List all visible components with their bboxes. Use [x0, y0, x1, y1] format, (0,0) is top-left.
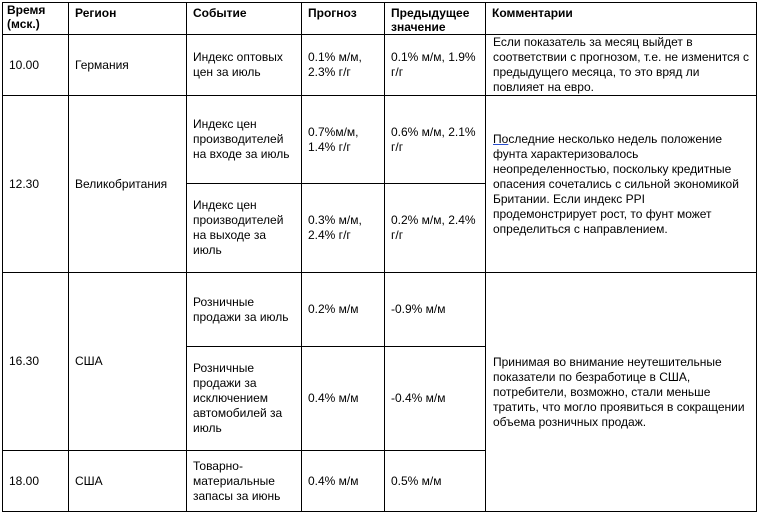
- spellcheck-underline: По: [493, 131, 509, 146]
- previous-cell: 0.1% м/м, 1.9% г/г: [385, 35, 486, 96]
- region-cell: США: [69, 273, 187, 451]
- header-time: Время (мск.): [3, 3, 69, 35]
- forecast-cell: 0.4% м/м: [302, 347, 385, 451]
- header-comments: Комментарии: [486, 3, 757, 35]
- comment-cell: Принимая во внимание неутешительные показатели по безработице в США, потребители, возможно, стали меньше тратить, что могло проявиться в сокращении объема розничных продаж.: [486, 273, 757, 512]
- region-cell: США: [69, 451, 187, 512]
- time-cell: 12.30: [3, 96, 69, 273]
- event-cell: Товарно-материальные запасы за июнь: [187, 451, 302, 512]
- header-previous: Предыдущее значение: [385, 3, 486, 35]
- comment-cell: [486, 96, 757, 273]
- previous-cell: 0.2% м/м, 2.4% г/г: [385, 184, 486, 273]
- time-cell: 16.30: [3, 273, 69, 451]
- forecast-cell: 0.2% м/м: [302, 273, 385, 347]
- forecast-cell: 0.3% м/м, 2.4% г/г: [302, 184, 385, 273]
- forecast-cell: 0.4% м/м: [302, 451, 385, 512]
- region-cell: Великобритания: [69, 96, 187, 273]
- previous-cell: -0.4% м/м: [385, 347, 486, 451]
- table-row: [3, 273, 757, 347]
- event-cell: Розничные продажи за июль: [187, 273, 302, 347]
- time-cell: 18.00: [3, 451, 69, 512]
- event-cell: Розничные продажи за исключением автомобилей за июль: [187, 347, 302, 451]
- previous-cell: -0.9% м/м: [385, 273, 486, 347]
- header-row: [3, 3, 757, 35]
- event-cell: Индекс цен производителей на входе за июль: [187, 96, 302, 184]
- event-cell: Индекс цен производителей на выходе за июль: [187, 184, 302, 273]
- forecast-cell: 0.7%м/м, 1.4% г/г: [302, 96, 385, 184]
- economic-calendar-table: [2, 2, 757, 512]
- comment-cell: Если показатель за месяц выйдет в соответствии с прогнозом, т.е. не изменится с предыдущего месяца, то это вряд ли повлияет на евро.: [486, 35, 757, 96]
- comment-text: следние несколько недель положение фунта характеризовалось неопределенностью, поскольку кредитные опасения сочетались с сильной экономикой Британии. Если индекс PPI продемонстрирует рост, то фунт может определиться с направлением.: [493, 131, 739, 236]
- table-row: [3, 35, 757, 96]
- event-cell: Индекс оптовых цен за июль: [187, 35, 302, 96]
- region-cell: Германия: [69, 35, 187, 96]
- header-forecast: Прогноз: [302, 3, 385, 35]
- time-cell: 10.00: [3, 35, 69, 96]
- previous-cell: 0.6% м/м, 2.1% г/г: [385, 96, 486, 184]
- table-row: [3, 96, 757, 184]
- previous-cell: 0.5% м/м: [385, 451, 486, 512]
- forecast-cell: 0.1% м/м, 2.3% г/г: [302, 35, 385, 96]
- header-event: Событие: [187, 3, 302, 35]
- header-region: Регион: [69, 3, 187, 35]
